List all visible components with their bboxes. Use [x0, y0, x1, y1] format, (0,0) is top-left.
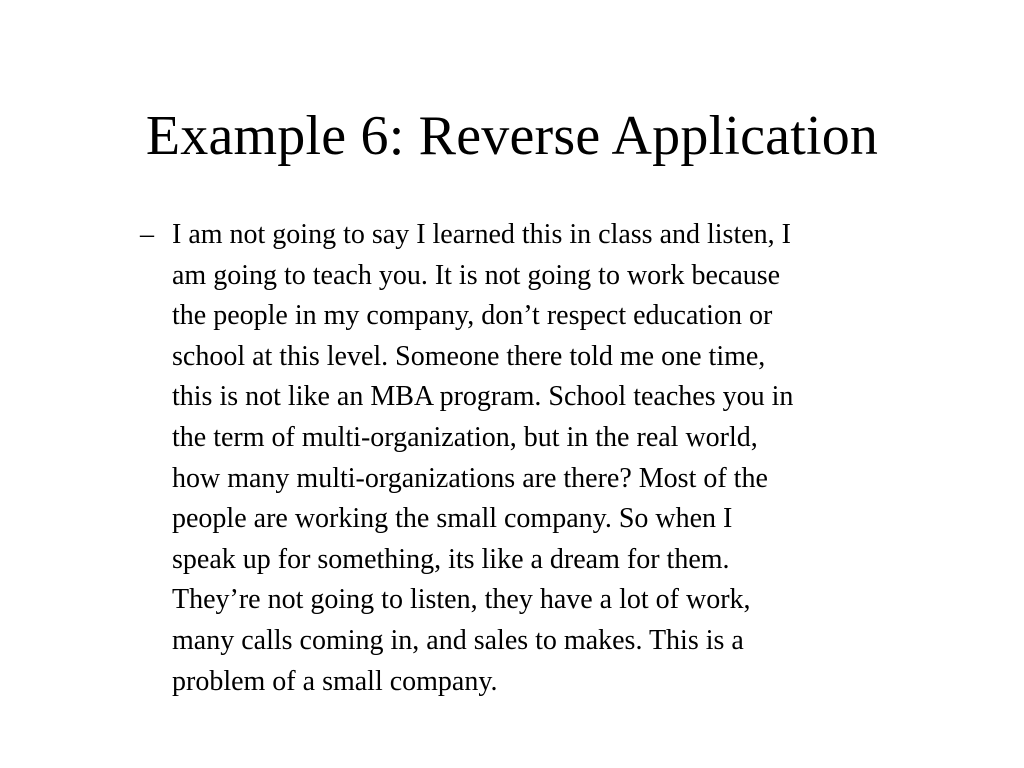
- bullet-text-line: many calls coming in, and sales to makes. This is a: [172, 624, 744, 656]
- bullet-text-line: school at this level. Someone there told me one time,: [172, 340, 766, 372]
- dash-bullet-marker: –: [140, 219, 154, 250]
- bullet-text-line: problem of a small company.: [172, 665, 498, 697]
- bullet-text-line: people are working the small company. So when I: [172, 503, 733, 535]
- bullet-list: [140, 215, 940, 702]
- bullet-text-line: speak up for something, its like a dream for them.: [172, 543, 730, 575]
- bullet-text-line: the people in my company, don’t respect education or: [172, 300, 773, 332]
- bullet-item: [140, 215, 940, 702]
- slide-title: Example 6: Reverse Application: [145, 105, 879, 167]
- bullet-text-line: the term of multi-organization, but in the real world,: [172, 421, 758, 453]
- bullet-text-line: this is not like an MBA program. School teaches you in: [172, 381, 794, 413]
- bullet-text-line: They’re not going to listen, they have a lot of work,: [172, 584, 751, 616]
- bullet-text-line: how many multi-organizations are there? Most of the: [172, 462, 768, 494]
- bullet-text-line: am going to teach you. It is not going to work because: [172, 259, 781, 291]
- bullet-text-line: I am not going to say I learned this in class and listen, I: [172, 219, 791, 250]
